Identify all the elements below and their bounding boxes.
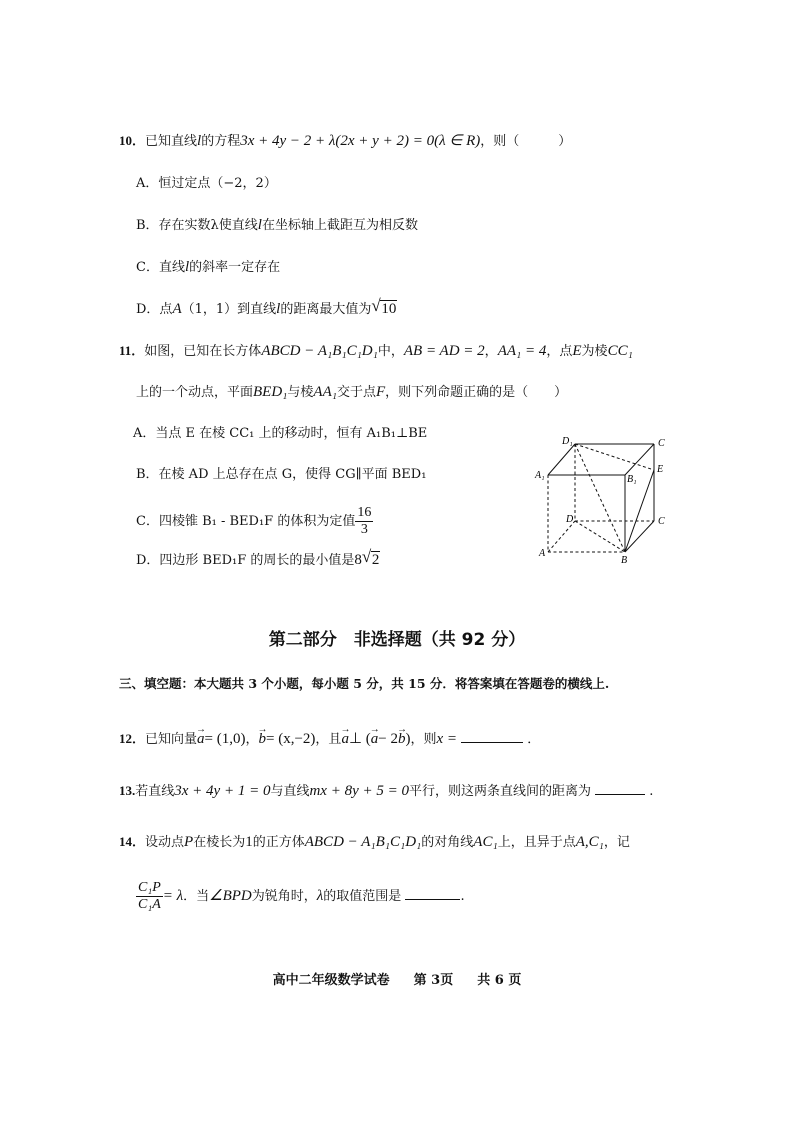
q14-text: 的对角线: [421, 835, 474, 850]
q13-text: .: [649, 784, 654, 799]
q14-stem-line2: [136, 876, 465, 917]
vector-b: → b: [259, 729, 267, 749]
q10-text: 已知直线: [145, 134, 198, 149]
q11-text: 上的一个动点，平面: [136, 385, 254, 400]
q10-option-a: A．恒过定点（−2，2）: [136, 176, 277, 191]
q11-solid: ABCD − A₁B₁C₁D₁: [261, 343, 378, 359]
q11-text: ，点: [546, 344, 573, 359]
q13-answer-blank[interactable]: [595, 780, 645, 795]
q10-text: ，则（ ）: [480, 134, 572, 149]
q14-edge-length: 1: [245, 834, 253, 850]
q10-option-c: [136, 257, 280, 278]
q10-text: 的方程: [201, 134, 241, 149]
q14-ratio-fraction: [136, 880, 163, 913]
q14-equation: = λ: [162, 888, 184, 904]
q11-edge: CC₁: [607, 343, 633, 359]
q14-points: A,C₁: [575, 834, 604, 850]
q11-plane: BED₁: [253, 384, 288, 400]
q13-text: 与直线: [270, 784, 310, 799]
q11-text: 中，: [377, 344, 404, 359]
sqrt-expression: √ 2: [361, 547, 380, 568]
q10-point: A: [172, 301, 182, 317]
numerator: C₁P: [138, 880, 161, 895]
q14-text: .: [460, 889, 465, 904]
label-a: A: [539, 548, 546, 559]
q11-option-b: B．在棱 AD 上总存在点 G，使得 CG∥平面 BED₁: [136, 467, 427, 482]
q11-stem-line2: [136, 382, 567, 403]
q12-text: ，则: [410, 732, 437, 747]
q14-text: 上，且异于点: [497, 835, 576, 850]
part2-heading: 第二部分 非选择题（共 92 分）: [268, 630, 526, 650]
q10-line-symbol: l: [257, 217, 262, 233]
q13-text: 平行，则这两条直线间的距离为: [408, 784, 591, 799]
q12-condition: ⊥ (: [348, 731, 371, 747]
q13-stem: [119, 780, 653, 802]
edge-ad: [548, 521, 575, 552]
footer-total-pages: 共 6 页: [477, 973, 522, 988]
q10-line-symbol: l: [197, 133, 202, 149]
q11-equation: AA₁ = 4: [497, 343, 547, 359]
q11-point: F: [375, 384, 386, 400]
q10-d-text: 的距离最大值为: [280, 302, 372, 317]
q12-stem: 12．已知向量→ a= (1,0)，→ b= (x,−2)，且→ a⊥ (→ a− 2→ b)，则x = ．: [119, 728, 540, 750]
q11-edge: AA₁: [313, 384, 337, 400]
q13-number: 13.: [119, 783, 136, 798]
q14-text: 在棱长为: [193, 835, 246, 850]
vector-a: → a: [341, 729, 349, 749]
q11-d-text: D．四边形 BED₁F 的周长的最小值是: [136, 553, 355, 568]
q10-d-text: D．点: [136, 302, 173, 317]
q11-point: E: [572, 343, 582, 359]
q14-text: 的取值范围是: [323, 889, 402, 904]
q10-number: 10．: [119, 133, 146, 148]
q12-number: 12．: [119, 731, 146, 746]
q12-equation: = (1,0): [204, 731, 246, 747]
q14-solid: ABCD − A₁B₁C₁D₁: [304, 834, 422, 850]
footer-exam-title: 高中二年级数学试卷: [272, 973, 390, 988]
q10-b-text: 在坐标轴上截距互为相反数: [261, 218, 418, 233]
q14-answer-blank[interactable]: [405, 885, 460, 900]
q13-equation: 3x + 4y + 1 = 0: [174, 783, 271, 799]
q11-equation: AB = AD = 2: [403, 343, 485, 359]
q14-text: ．当: [183, 889, 210, 904]
q12-answer-blank[interactable]: [461, 728, 523, 743]
q11-number: 11．: [119, 343, 145, 358]
q10-option-b: [136, 215, 418, 236]
q12-unknown: x =: [436, 731, 458, 747]
label-d: D: [566, 514, 574, 525]
page-footer: [0, 969, 794, 988]
q10-b-text: B．存在实数λ使直线: [136, 218, 258, 233]
q10-c-text: 的斜率一定存在: [189, 260, 281, 275]
q10-line-symbol: l: [184, 259, 190, 275]
edge-a1d1: [548, 444, 575, 475]
q10-stem: [119, 131, 571, 152]
segment-d1b: [575, 444, 625, 552]
radicand: 2: [371, 552, 380, 568]
q12-equation: = (x,−2): [266, 731, 316, 747]
label-e: E: [657, 464, 664, 475]
coefficient: 8: [354, 552, 362, 568]
label-c: C: [658, 516, 665, 527]
q11-text: 交于点: [336, 385, 376, 400]
section-fill-in-instructions: 三、填空题：本大题共 3 个小题，每小题 5 分，共 15 分．将答案填在答题卷的横线上.: [119, 676, 610, 691]
radicand: 10: [381, 301, 397, 317]
q11-text: ，则下列命题正确的是（ ）: [385, 385, 568, 400]
q12-condition: ): [405, 731, 411, 747]
label-a1: A₁: [535, 470, 545, 481]
q13-equation: mx + 8y + 5 = 0: [309, 783, 409, 799]
q14-text: 设动点: [145, 835, 185, 850]
q10-line-symbol: l: [276, 301, 281, 317]
q11-stem-line1: 11．如图，已知在长方体ABCD − A₁B₁C₁D₁中，AB = AD = 2，AA₁ = 4，点E为棱CC₁: [119, 343, 633, 359]
footer-page-number: 第 3页: [413, 973, 454, 988]
numerator: 16: [357, 505, 372, 520]
q11-option-c: [136, 505, 373, 539]
q12-text: ，且: [315, 732, 342, 747]
q14-angle: ∠BPD: [209, 888, 252, 904]
q14-diagonal: AC₁: [473, 834, 498, 850]
q10-d-text: （1，1）到直线: [181, 302, 277, 317]
q10-equation: 3x + 4y − 2 + λ(2x + y + 2) = 0(λ ∈ R): [240, 133, 481, 149]
edge-bc: [625, 521, 654, 552]
q14-text: 的正方体: [252, 835, 305, 850]
q10-c-text: C．直线: [136, 260, 185, 275]
edge-b1c1: [625, 444, 654, 475]
q11-option-a: A．当点 E 在棱 CC₁ 上的移动时，恒有 A₁B₁⊥BE: [133, 426, 428, 441]
label-d1: D₁: [562, 436, 573, 447]
q12-text: ．: [527, 732, 541, 747]
sqrt-expression: √ 10: [371, 296, 397, 317]
q11-option-d: [136, 547, 380, 571]
q11-c-text: C．四棱锥 B₁ - BED₁F 的体积为定值: [136, 514, 356, 529]
label-b: B: [621, 555, 628, 566]
q11-text: 为棱: [581, 344, 608, 359]
q14-number: 14．: [119, 834, 146, 849]
vector-a: → a: [371, 729, 379, 749]
q11-text: 如图，已知在长方体: [144, 344, 262, 359]
vector-a: → a: [197, 729, 205, 749]
q14-point: P: [184, 834, 194, 850]
label-b1: B₁: [627, 474, 637, 485]
q10-option-d: [136, 296, 397, 320]
q14-text: ，记: [603, 835, 630, 850]
q12-condition: − 2: [378, 731, 398, 747]
q13-text: 若直线: [135, 784, 175, 799]
denominator: 3: [360, 522, 368, 537]
q12-text: 已知向量: [145, 732, 198, 747]
q14-lambda: λ: [316, 888, 324, 904]
q14-text: 为锐角时，: [251, 889, 317, 904]
q14-stem-line1: [119, 832, 630, 853]
q11-text: 与棱: [287, 385, 314, 400]
vector-b: → b: [398, 729, 406, 749]
denominator: C₁A: [138, 897, 161, 912]
label-c1: C: [658, 438, 665, 449]
fraction: [355, 505, 373, 538]
cuboid-figure: [530, 430, 680, 570]
